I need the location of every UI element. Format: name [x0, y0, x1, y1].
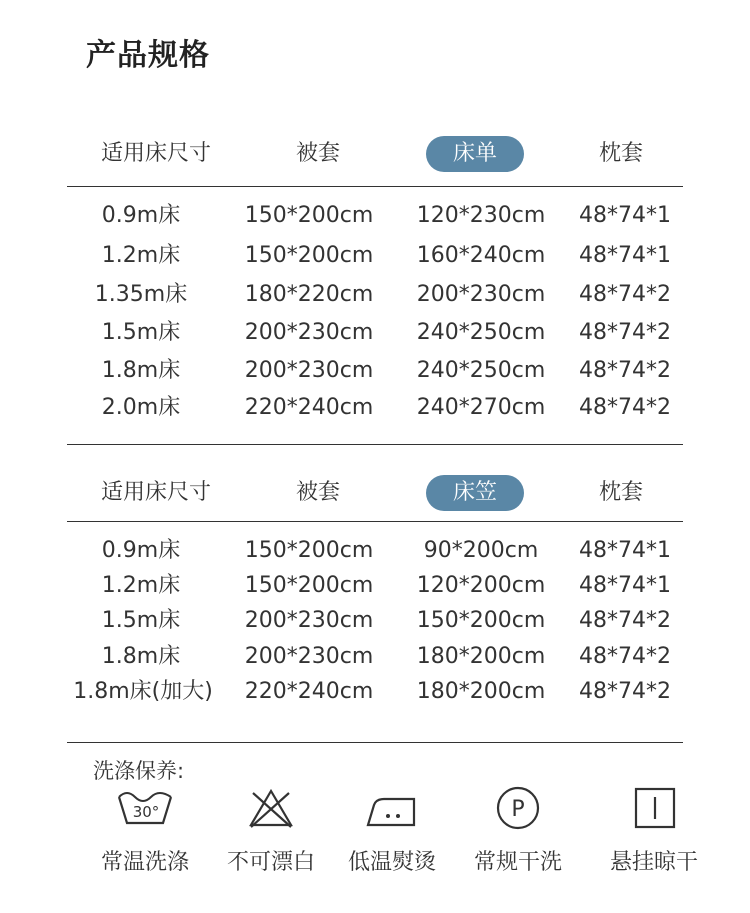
cell-duvet-cover: 200*230cm [244, 608, 374, 633]
table-header [67, 473, 683, 513]
care-item-no-bleach [201, 785, 341, 876]
cell-pillowcase: 48*74*1 [579, 203, 671, 228]
iron-low-icon [362, 785, 422, 831]
table-row [67, 201, 683, 231]
table-row [67, 606, 683, 636]
care-text-iron: 低温熨烫 [347, 850, 436, 875]
cell-bed-size: 0.9m床 [101, 538, 181, 563]
cell-bed-size: 2.0m床 [101, 395, 181, 420]
cell-bed-size: 1.8m床 [101, 644, 181, 669]
care-item-iron [322, 785, 462, 876]
wash-temperature: 30° [132, 803, 160, 821]
cell-pillowcase: 48*74*1 [579, 243, 671, 268]
care-item-dry-clean [448, 785, 588, 876]
care-item-line-dry [584, 785, 724, 876]
cell-pillowcase: 48*74*1 [579, 538, 671, 563]
care-item-wash [75, 785, 215, 876]
cell-pillowcase: 48*74*2 [579, 320, 671, 345]
cell-sheet: 240*270cm [416, 395, 546, 420]
header-duvet-cover: 被套 [295, 480, 341, 505]
table-row [67, 241, 683, 271]
cell-bed-size: 0.9m床 [101, 203, 181, 228]
cell-pillowcase: 48*74*2 [579, 644, 671, 669]
table-row [67, 677, 683, 707]
cell-pillowcase: 48*74*2 [579, 282, 671, 307]
header-fitted-sheet-highlight: 床笠 [426, 475, 524, 511]
header-divider [67, 521, 683, 522]
care-text-line-dry: 悬挂晾干 [609, 850, 698, 875]
header-bed-size: 适用床尺寸 [100, 480, 212, 505]
table-row [67, 393, 683, 423]
cell-bed-size: 1.8m床(加大) [73, 679, 213, 704]
cell-duvet-cover: 150*200cm [244, 243, 374, 268]
cell-duvet-cover: 150*200cm [244, 538, 374, 563]
header-bed-size: 适用床尺寸 [100, 141, 212, 166]
cell-sheet: 160*240cm [416, 243, 546, 268]
cell-bed-size: 1.5m床 [101, 320, 181, 345]
table-row [67, 642, 683, 672]
care-text-no-bleach: 不可漂白 [226, 850, 315, 875]
cell-fitted-sheet: 180*200cm [416, 679, 546, 704]
cell-bed-size: 1.8m床 [101, 358, 181, 383]
table-row [67, 356, 683, 386]
table-row [67, 280, 683, 310]
cell-bed-size: 1.2m床 [101, 573, 181, 598]
header-sheet-highlight: 床单 [426, 136, 524, 172]
table-row [67, 318, 683, 348]
header-duvet-cover: 被套 [295, 141, 341, 166]
table-bottom-divider [67, 444, 683, 445]
no-bleach-icon [241, 785, 301, 831]
care-text-wash: 常温洗涤 [100, 850, 189, 875]
cell-fitted-sheet: 150*200cm [416, 608, 546, 633]
cell-fitted-sheet: 120*200cm [416, 573, 546, 598]
cell-duvet-cover: 220*240cm [244, 679, 374, 704]
wash-30-icon [115, 785, 175, 831]
cell-fitted-sheet: 180*200cm [416, 644, 546, 669]
header-pillowcase: 枕套 [598, 141, 644, 166]
cell-pillowcase: 48*74*2 [579, 358, 671, 383]
cell-sheet: 240*250cm [416, 320, 546, 345]
cell-duvet-cover: 150*200cm [244, 203, 374, 228]
page-title: 产品规格 [86, 38, 210, 73]
care-label: 洗涤保养: [93, 759, 185, 783]
cell-duvet-cover: 200*230cm [244, 358, 374, 383]
cell-pillowcase: 48*74*2 [579, 395, 671, 420]
header-pillowcase: 枕套 [598, 480, 644, 505]
cell-duvet-cover: 180*220cm [244, 282, 374, 307]
cell-duvet-cover: 200*230cm [244, 320, 374, 345]
cell-bed-size: 1.2m床 [101, 243, 181, 268]
table-bottom-divider [67, 742, 683, 743]
cell-duvet-cover: 200*230cm [244, 644, 374, 669]
cell-duvet-cover: 150*200cm [244, 573, 374, 598]
cell-fitted-sheet: 90*200cm [423, 538, 539, 563]
cell-duvet-cover: 220*240cm [244, 395, 374, 420]
table-row [67, 536, 683, 566]
cell-sheet: 120*230cm [416, 203, 546, 228]
cell-pillowcase: 48*74*1 [579, 573, 671, 598]
cell-sheet: 240*250cm [416, 358, 546, 383]
table-row [67, 571, 683, 601]
cell-pillowcase: 48*74*2 [579, 608, 671, 633]
line-dry-icon [624, 785, 684, 831]
dry-clean-letter: P [511, 797, 525, 822]
cell-bed-size: 1.35m床 [94, 282, 188, 307]
table-header [67, 134, 683, 174]
cell-sheet: 200*230cm [416, 282, 546, 307]
cell-pillowcase: 48*74*2 [579, 679, 671, 704]
dry-clean-p-icon [488, 785, 548, 831]
header-divider [67, 186, 683, 187]
care-text-dry-clean: 常规干洗 [473, 850, 562, 875]
cell-bed-size: 1.5m床 [101, 608, 181, 633]
